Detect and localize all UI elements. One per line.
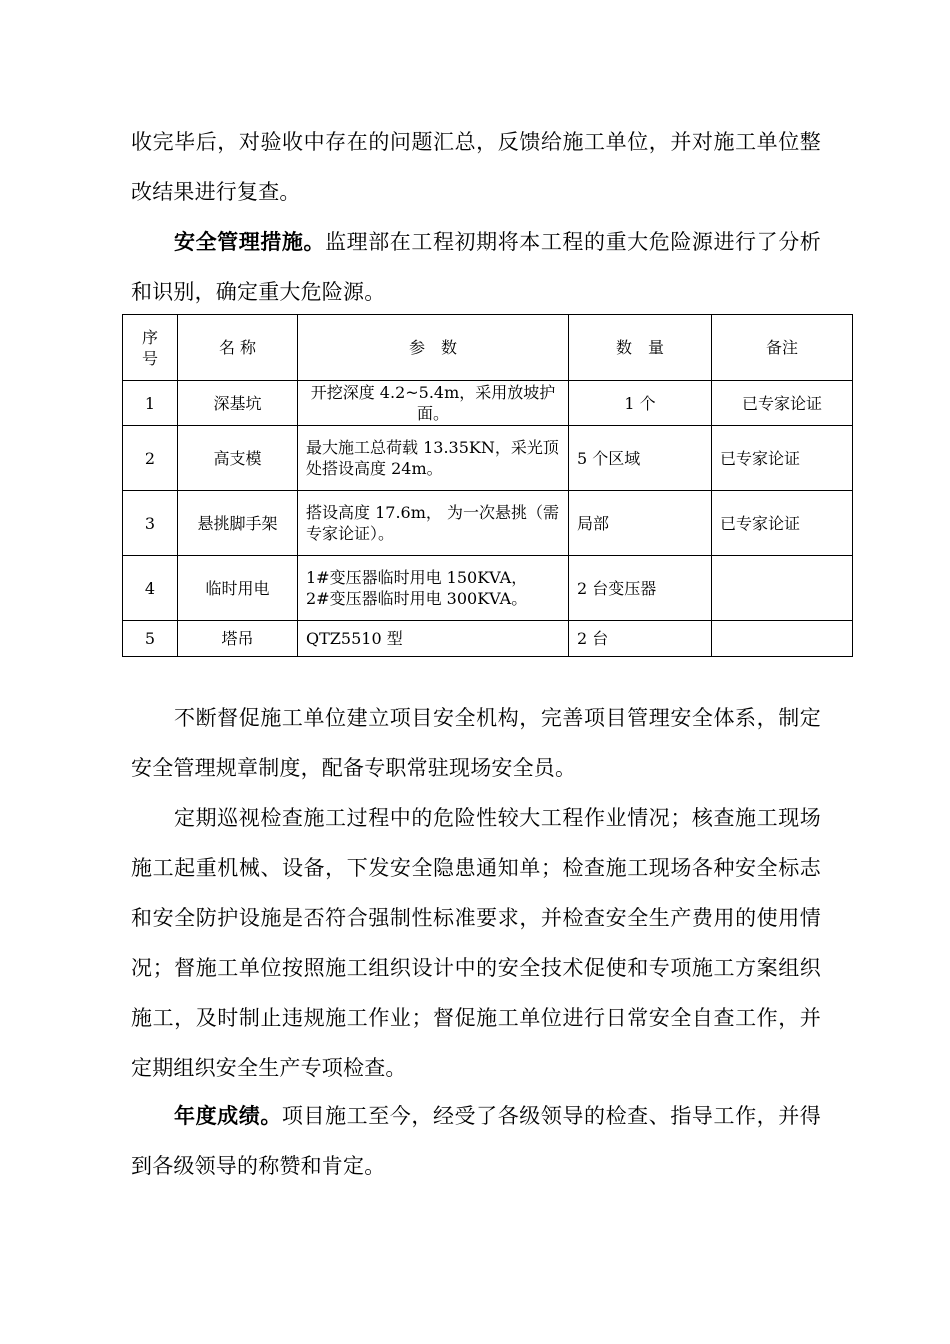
- annual-results-heading: 年度成绩。: [174, 1103, 282, 1128]
- cell-qty: 2 台变压器: [569, 556, 712, 621]
- cell-qty: 5 个区域: [569, 426, 712, 491]
- cell-name: 临时用电: [178, 556, 298, 621]
- table-row: [123, 621, 853, 657]
- cell-remark: [712, 621, 853, 657]
- cell-params: 1#变压器临时用电 150KVA， 2#变压器临时用电 300KVA。: [298, 556, 569, 621]
- paragraph-annual-results: [131, 1091, 821, 1191]
- header-name: 名 称: [178, 315, 298, 381]
- cell-no: 2: [123, 426, 178, 491]
- header-qty: 数 量: [569, 315, 712, 381]
- cell-remark: 已专家论证: [712, 491, 853, 556]
- cell-remark: 已专家论证: [712, 381, 853, 426]
- cell-params: 最大施工总荷载 13.35KN，采光顶处搭设高度 24m。: [298, 426, 569, 491]
- table-row: [123, 381, 853, 426]
- table-header-row: [123, 315, 853, 381]
- table-row: [123, 426, 853, 491]
- cell-remark: [712, 556, 853, 621]
- safety-measures-heading: 安全管理措施。: [174, 229, 326, 254]
- paragraph-safety-system: 不断督促施工单位建立项目安全机构，完善项目管理安全体系，制定安全管理规章制度，配备专职常驻现场安全员。: [131, 706, 821, 780]
- cell-qty: 2 台: [569, 621, 712, 657]
- cell-remark: 已专家论证: [712, 426, 853, 491]
- cell-qty: 局部: [569, 491, 712, 556]
- header-remark: 备注: [712, 315, 853, 381]
- cell-name: 深基坑: [178, 381, 298, 426]
- cell-name: 塔吊: [178, 621, 298, 657]
- table-row: [123, 491, 853, 556]
- header-no: 序 号: [123, 315, 178, 381]
- cell-no: 3: [123, 491, 178, 556]
- paragraph-safety-measures: [131, 217, 821, 317]
- cell-name: 高支模: [178, 426, 298, 491]
- cell-params: QTZ5510 型: [298, 621, 569, 657]
- cell-no: 4: [123, 556, 178, 621]
- table-row: [123, 556, 853, 621]
- cell-no: 5: [123, 621, 178, 657]
- cell-no: 1: [123, 381, 178, 426]
- cell-name: 悬挑脚手架: [178, 491, 298, 556]
- cell-qty: 1 个: [569, 381, 712, 426]
- hazard-source-table: [122, 314, 853, 657]
- paragraph-acceptance: 收完毕后，对验收中存在的问题汇总，反馈给施工单位，并对施工单位整改结果进行复查。: [131, 130, 821, 204]
- cell-params: 开挖深度 4.2~5.4m，采用放坡护面。: [298, 381, 569, 426]
- safety-measures-text: 监理部在工程初期将本工程的重大危险源进行了分析和识别，确定重大危险源。: [131, 230, 821, 304]
- paragraph-inspection: 定期巡视检查施工过程中的危险性较大工程作业情况；核查施工现场施工起重机械、设备，下发安全隐患通知单；检查施工现场各种安全标志和安全防护设施是否符合强制性标准要求，并检查安全生产费用的使用情况；督施工单位按照施工组织设计中的安全技术促使和专项施工方案组织施工，及时制止违规施工作业；督促施工单位进行日常安全自查工作，并定期组织安全生产专项检查。: [131, 806, 821, 1080]
- header-params: 参 数: [298, 315, 569, 381]
- cell-params: 搭设高度 17.6m， 为一次悬挑（需专家论证）。: [298, 491, 569, 556]
- annual-results-text: 项目施工至今，经受了各级领导的检查、指导工作，并得到各级领导的称赞和肯定。: [131, 1104, 822, 1178]
